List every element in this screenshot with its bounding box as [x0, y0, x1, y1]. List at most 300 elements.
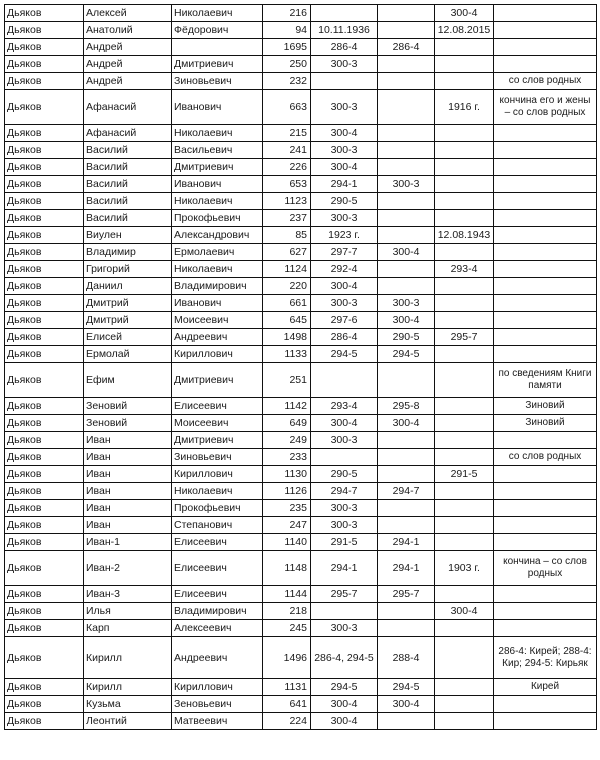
reference-2-cell	[378, 500, 435, 517]
surname-cell: Дьяков	[5, 73, 84, 90]
reference-3-cell: 1916 г.	[435, 90, 494, 125]
reference-2-cell	[378, 466, 435, 483]
reference-2-cell: 295-8	[378, 398, 435, 415]
records-table	[4, 4, 597, 730]
reference-2-cell	[378, 210, 435, 227]
reference-2-cell: 290-5	[378, 329, 435, 346]
patronymic-cell: Елисеевич	[172, 551, 263, 586]
note-cell: по сведениям Книги памяти	[494, 363, 597, 398]
reference-2-cell	[378, 22, 435, 39]
patronymic-cell: Николаевич	[172, 193, 263, 210]
reference-1-cell: 300-3	[311, 500, 378, 517]
table-row	[5, 73, 597, 90]
first-name-cell: Афанасий	[84, 90, 172, 125]
reference-2-cell	[378, 193, 435, 210]
number-cell: 653	[263, 176, 311, 193]
note-cell	[494, 278, 597, 295]
first-name-cell: Иван	[84, 517, 172, 534]
reference-3-cell	[435, 586, 494, 603]
number-cell: 218	[263, 603, 311, 620]
patronymic-cell: Дмитриевич	[172, 432, 263, 449]
surname-cell: Дьяков	[5, 500, 84, 517]
surname-cell: Дьяков	[5, 534, 84, 551]
reference-1-cell: 300-3	[311, 142, 378, 159]
note-cell	[494, 483, 597, 500]
patronymic-cell: Зиновьевич	[172, 449, 263, 466]
table-row	[5, 159, 597, 176]
reference-1-cell: 300-4	[311, 696, 378, 713]
reference-1-cell: 300-3	[311, 517, 378, 534]
reference-3-cell	[435, 193, 494, 210]
reference-3-cell	[435, 637, 494, 679]
surname-cell: Дьяков	[5, 620, 84, 637]
number-cell: 1498	[263, 329, 311, 346]
table-row	[5, 142, 597, 159]
reference-2-cell: 295-7	[378, 586, 435, 603]
reference-2-cell	[378, 227, 435, 244]
reference-1-cell: 293-4	[311, 398, 378, 415]
reference-2-cell	[378, 620, 435, 637]
note-cell: Зиновий	[494, 415, 597, 432]
surname-cell: Дьяков	[5, 5, 84, 22]
table-row	[5, 603, 597, 620]
reference-3-cell	[435, 125, 494, 142]
surname-cell: Дьяков	[5, 696, 84, 713]
patronymic-cell: Моисеевич	[172, 415, 263, 432]
reference-1-cell: 300-4	[311, 125, 378, 142]
number-cell: 216	[263, 5, 311, 22]
note-cell	[494, 534, 597, 551]
first-name-cell: Зеновий	[84, 415, 172, 432]
note-cell	[494, 244, 597, 261]
reference-2-cell	[378, 159, 435, 176]
reference-1-cell: 294-1	[311, 551, 378, 586]
reference-3-cell: 300-4	[435, 5, 494, 22]
reference-1-cell	[311, 5, 378, 22]
reference-2-cell	[378, 261, 435, 278]
number-cell: 249	[263, 432, 311, 449]
patronymic-cell: Дмитриевич	[172, 56, 263, 73]
reference-3-cell	[435, 210, 494, 227]
reference-2-cell	[378, 142, 435, 159]
patronymic-cell: Елисеевич	[172, 398, 263, 415]
note-cell	[494, 125, 597, 142]
patronymic-cell: Кириллович	[172, 679, 263, 696]
patronymic-cell: Николаевич	[172, 261, 263, 278]
patronymic-cell: Владимирович	[172, 603, 263, 620]
number-cell: 1133	[263, 346, 311, 363]
reference-1-cell: 1923 г.	[311, 227, 378, 244]
reference-3-cell	[435, 159, 494, 176]
first-name-cell: Иван	[84, 432, 172, 449]
reference-1-cell: 286-4	[311, 39, 378, 56]
note-cell	[494, 586, 597, 603]
reference-3-cell: 300-4	[435, 603, 494, 620]
reference-2-cell	[378, 278, 435, 295]
reference-1-cell: 292-4	[311, 261, 378, 278]
first-name-cell: Владимир	[84, 244, 172, 261]
patronymic-cell: Кириллович	[172, 346, 263, 363]
surname-cell: Дьяков	[5, 295, 84, 312]
reference-3-cell	[435, 295, 494, 312]
number-cell: 94	[263, 22, 311, 39]
table-row	[5, 22, 597, 39]
first-name-cell: Алексей	[84, 5, 172, 22]
reference-1-cell	[311, 73, 378, 90]
note-cell	[494, 517, 597, 534]
number-cell: 627	[263, 244, 311, 261]
table-row	[5, 637, 597, 679]
reference-2-cell: 300-3	[378, 295, 435, 312]
number-cell: 663	[263, 90, 311, 125]
surname-cell: Дьяков	[5, 22, 84, 39]
patronymic-cell: Александрович	[172, 227, 263, 244]
first-name-cell: Иван-1	[84, 534, 172, 551]
first-name-cell: Елисей	[84, 329, 172, 346]
reference-1-cell: 294-5	[311, 679, 378, 696]
surname-cell: Дьяков	[5, 713, 84, 730]
reference-3-cell	[435, 534, 494, 551]
note-cell	[494, 696, 597, 713]
number-cell: 1148	[263, 551, 311, 586]
reference-3-cell	[435, 500, 494, 517]
reference-3-cell: 295-7	[435, 329, 494, 346]
reference-3-cell	[435, 620, 494, 637]
note-cell: со слов родных	[494, 449, 597, 466]
surname-cell: Дьяков	[5, 125, 84, 142]
table-row	[5, 261, 597, 278]
table-row	[5, 534, 597, 551]
note-cell	[494, 500, 597, 517]
note-cell	[494, 159, 597, 176]
number-cell: 85	[263, 227, 311, 244]
note-cell	[494, 346, 597, 363]
patronymic-cell: Иванович	[172, 176, 263, 193]
number-cell: 235	[263, 500, 311, 517]
surname-cell: Дьяков	[5, 278, 84, 295]
patronymic-cell: Елисеевич	[172, 534, 263, 551]
first-name-cell: Андрей	[84, 73, 172, 90]
reference-1-cell: 300-3	[311, 432, 378, 449]
first-name-cell: Василий	[84, 210, 172, 227]
reference-2-cell: 300-3	[378, 176, 435, 193]
surname-cell: Дьяков	[5, 227, 84, 244]
surname-cell: Дьяков	[5, 193, 84, 210]
reference-1-cell: 294-1	[311, 176, 378, 193]
surname-cell: Дьяков	[5, 432, 84, 449]
surname-cell: Дьяков	[5, 176, 84, 193]
reference-1-cell: 290-5	[311, 193, 378, 210]
number-cell: 1144	[263, 586, 311, 603]
reference-1-cell	[311, 603, 378, 620]
reference-2-cell: 300-4	[378, 415, 435, 432]
reference-1-cell: 286-4	[311, 329, 378, 346]
note-cell	[494, 329, 597, 346]
patronymic-cell: Николаевич	[172, 483, 263, 500]
reference-2-cell	[378, 449, 435, 466]
first-name-cell: Анатолий	[84, 22, 172, 39]
reference-1-cell: 294-5	[311, 346, 378, 363]
reference-2-cell: 294-5	[378, 679, 435, 696]
table-row	[5, 483, 597, 500]
table-row	[5, 586, 597, 603]
reference-2-cell: 294-1	[378, 551, 435, 586]
reference-3-cell: 12.08.2015	[435, 22, 494, 39]
first-name-cell: Василий	[84, 193, 172, 210]
first-name-cell: Андрей	[84, 39, 172, 56]
reference-3-cell	[435, 73, 494, 90]
number-cell: 224	[263, 713, 311, 730]
table-row	[5, 551, 597, 586]
reference-3-cell: 1903 г.	[435, 551, 494, 586]
table-row	[5, 346, 597, 363]
table-row	[5, 329, 597, 346]
reference-3-cell	[435, 176, 494, 193]
first-name-cell: Кирилл	[84, 679, 172, 696]
note-cell	[494, 193, 597, 210]
note-cell	[494, 142, 597, 159]
number-cell: 237	[263, 210, 311, 227]
table-row	[5, 713, 597, 730]
surname-cell: Дьяков	[5, 346, 84, 363]
reference-1-cell: 291-5	[311, 534, 378, 551]
reference-1-cell: 297-6	[311, 312, 378, 329]
first-name-cell: Дмитрий	[84, 312, 172, 329]
table-row	[5, 56, 597, 73]
number-cell: 233	[263, 449, 311, 466]
reference-3-cell	[435, 696, 494, 713]
note-cell: кончина – со слов родных	[494, 551, 597, 586]
number-cell: 1142	[263, 398, 311, 415]
note-cell: со слов родных	[494, 73, 597, 90]
reference-3-cell	[435, 346, 494, 363]
number-cell: 1695	[263, 39, 311, 56]
number-cell: 661	[263, 295, 311, 312]
note-cell	[494, 176, 597, 193]
patronymic-cell: Алексеевич	[172, 620, 263, 637]
reference-2-cell	[378, 90, 435, 125]
number-cell: 1496	[263, 637, 311, 679]
note-cell: Кирей	[494, 679, 597, 696]
number-cell: 232	[263, 73, 311, 90]
patronymic-cell: Ермолаевич	[172, 244, 263, 261]
reference-3-cell	[435, 483, 494, 500]
reference-1-cell: 300-3	[311, 295, 378, 312]
note-cell	[494, 56, 597, 73]
table-row	[5, 500, 597, 517]
patronymic-cell	[172, 39, 263, 56]
patronymic-cell: Прокофьевич	[172, 210, 263, 227]
patronymic-cell: Дмитриевич	[172, 159, 263, 176]
reference-1-cell: 300-4	[311, 713, 378, 730]
table-row	[5, 415, 597, 432]
reference-3-cell	[435, 713, 494, 730]
note-cell	[494, 312, 597, 329]
note-cell	[494, 210, 597, 227]
patronymic-cell: Степанович	[172, 517, 263, 534]
surname-cell: Дьяков	[5, 637, 84, 679]
table-row	[5, 363, 597, 398]
table-body	[5, 5, 597, 730]
surname-cell: Дьяков	[5, 679, 84, 696]
reference-2-cell: 294-1	[378, 534, 435, 551]
table-row	[5, 466, 597, 483]
patronymic-cell: Елисеевич	[172, 586, 263, 603]
reference-2-cell	[378, 56, 435, 73]
reference-1-cell: 300-3	[311, 620, 378, 637]
patronymic-cell: Моисеевич	[172, 312, 263, 329]
table-row	[5, 278, 597, 295]
patronymic-cell: Иванович	[172, 295, 263, 312]
patronymic-cell: Васильевич	[172, 142, 263, 159]
table-row	[5, 696, 597, 713]
patronymic-cell: Прокофьевич	[172, 500, 263, 517]
reference-1-cell: 10.11.1936	[311, 22, 378, 39]
first-name-cell: Иван-2	[84, 551, 172, 586]
reference-3-cell: 291-5	[435, 466, 494, 483]
reference-2-cell: 294-7	[378, 483, 435, 500]
number-cell: 247	[263, 517, 311, 534]
first-name-cell: Карп	[84, 620, 172, 637]
surname-cell: Дьяков	[5, 517, 84, 534]
note-cell	[494, 295, 597, 312]
surname-cell: Дьяков	[5, 39, 84, 56]
patronymic-cell: Фёдорович	[172, 22, 263, 39]
first-name-cell: Зеновий	[84, 398, 172, 415]
surname-cell: Дьяков	[5, 449, 84, 466]
first-name-cell: Иван	[84, 449, 172, 466]
table-row	[5, 210, 597, 227]
surname-cell: Дьяков	[5, 329, 84, 346]
surname-cell: Дьяков	[5, 261, 84, 278]
first-name-cell: Василий	[84, 142, 172, 159]
first-name-cell: Иван	[84, 500, 172, 517]
note-cell: 286-4: Кирей; 288-4: Кир; 294-5: Кирьяк	[494, 637, 597, 679]
reference-1-cell: 290-5	[311, 466, 378, 483]
note-cell	[494, 432, 597, 449]
surname-cell: Дьяков	[5, 466, 84, 483]
number-cell: 241	[263, 142, 311, 159]
table-row	[5, 90, 597, 125]
note-cell	[494, 713, 597, 730]
first-name-cell: Василий	[84, 159, 172, 176]
number-cell: 250	[263, 56, 311, 73]
first-name-cell: Виулен	[84, 227, 172, 244]
reference-3-cell: 293-4	[435, 261, 494, 278]
note-cell	[494, 261, 597, 278]
reference-3-cell	[435, 415, 494, 432]
reference-2-cell: 300-4	[378, 696, 435, 713]
note-cell	[494, 466, 597, 483]
patronymic-cell: Зеновьевич	[172, 696, 263, 713]
surname-cell: Дьяков	[5, 312, 84, 329]
surname-cell: Дьяков	[5, 551, 84, 586]
patronymic-cell: Андреевич	[172, 637, 263, 679]
table-row	[5, 432, 597, 449]
table-row	[5, 5, 597, 22]
reference-2-cell: 300-4	[378, 244, 435, 261]
patronymic-cell: Иванович	[172, 90, 263, 125]
reference-1-cell: 300-3	[311, 90, 378, 125]
table-row	[5, 620, 597, 637]
table-row	[5, 125, 597, 142]
reference-3-cell	[435, 278, 494, 295]
patronymic-cell: Зиновьевич	[172, 73, 263, 90]
table-row	[5, 39, 597, 56]
reference-1-cell: 294-7	[311, 483, 378, 500]
reference-3-cell	[435, 363, 494, 398]
reference-2-cell: 288-4	[378, 637, 435, 679]
patronymic-cell: Николаевич	[172, 125, 263, 142]
note-cell	[494, 227, 597, 244]
surname-cell: Дьяков	[5, 483, 84, 500]
patronymic-cell: Дмитриевич	[172, 363, 263, 398]
reference-1-cell	[311, 449, 378, 466]
reference-2-cell: 286-4	[378, 39, 435, 56]
reference-2-cell	[378, 363, 435, 398]
patronymic-cell: Владимирович	[172, 278, 263, 295]
first-name-cell: Ермолай	[84, 346, 172, 363]
patronymic-cell: Николаевич	[172, 5, 263, 22]
reference-1-cell: 286-4, 294-5	[311, 637, 378, 679]
reference-3-cell	[435, 56, 494, 73]
reference-1-cell: 300-4	[311, 159, 378, 176]
number-cell: 251	[263, 363, 311, 398]
reference-2-cell	[378, 73, 435, 90]
reference-1-cell: 300-3	[311, 56, 378, 73]
table-row	[5, 517, 597, 534]
number-cell: 1124	[263, 261, 311, 278]
note-cell: Зиновий	[494, 398, 597, 415]
surname-cell: Дьяков	[5, 363, 84, 398]
reference-2-cell: 294-5	[378, 346, 435, 363]
number-cell: 641	[263, 696, 311, 713]
reference-2-cell	[378, 713, 435, 730]
number-cell: 226	[263, 159, 311, 176]
reference-2-cell	[378, 432, 435, 449]
surname-cell: Дьяков	[5, 603, 84, 620]
reference-1-cell: 300-4	[311, 278, 378, 295]
number-cell: 1130	[263, 466, 311, 483]
number-cell: 1123	[263, 193, 311, 210]
table-row	[5, 227, 597, 244]
table-row	[5, 176, 597, 193]
surname-cell: Дьяков	[5, 244, 84, 261]
table-row	[5, 449, 597, 466]
surname-cell: Дьяков	[5, 56, 84, 73]
patronymic-cell: Андреевич	[172, 329, 263, 346]
reference-3-cell: 12.08.1943	[435, 227, 494, 244]
first-name-cell: Ефим	[84, 363, 172, 398]
table-row	[5, 244, 597, 261]
number-cell: 215	[263, 125, 311, 142]
first-name-cell: Василий	[84, 176, 172, 193]
note-cell	[494, 620, 597, 637]
first-name-cell: Кирилл	[84, 637, 172, 679]
number-cell: 1131	[263, 679, 311, 696]
number-cell: 1140	[263, 534, 311, 551]
reference-1-cell: 300-3	[311, 210, 378, 227]
reference-2-cell	[378, 603, 435, 620]
number-cell: 1126	[263, 483, 311, 500]
patronymic-cell: Кириллович	[172, 466, 263, 483]
table-row	[5, 398, 597, 415]
reference-3-cell	[435, 449, 494, 466]
reference-3-cell	[435, 398, 494, 415]
first-name-cell: Дмитрий	[84, 295, 172, 312]
reference-3-cell	[435, 312, 494, 329]
note-cell: кончина его и жены – со слов родных	[494, 90, 597, 125]
